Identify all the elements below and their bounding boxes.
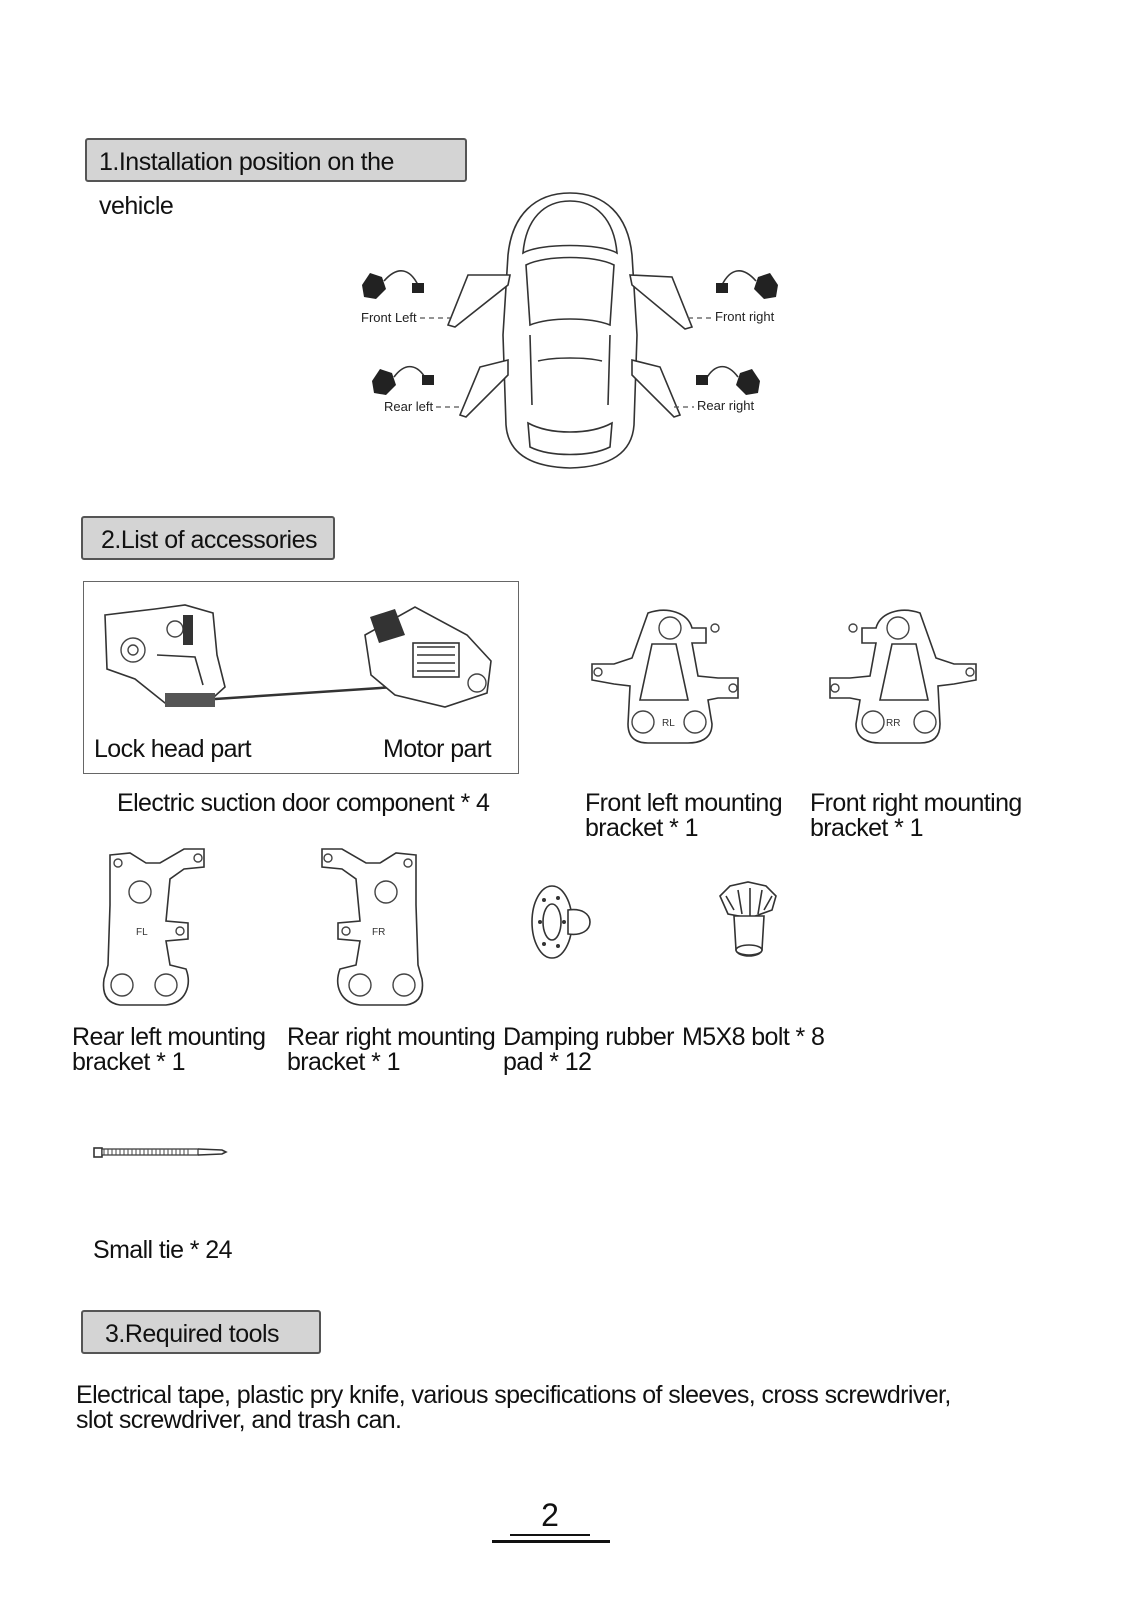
suction-door-component-illustration: [95, 595, 505, 715]
rear-right-bracket-caption-1: Rear right mounting: [287, 1023, 496, 1051]
damping-pad-caption-1: Damping rubber: [503, 1023, 674, 1051]
motor-part-label: Motor part: [383, 735, 491, 763]
front-left-lock-icon: [362, 271, 424, 299]
front-right-label: Front right: [715, 309, 775, 324]
section-1-heading: 1.Installation position on the vehicle: [85, 138, 467, 182]
front-right-bracket-caption-1: Front right mounting: [810, 789, 1022, 817]
page-number-underline-bottom: [492, 1540, 610, 1543]
rear-left-bracket-marking: FL: [136, 927, 148, 938]
front-right-bracket-caption-2: bracket * 1: [810, 814, 923, 842]
small-tie-caption: Small tie * 24: [93, 1236, 232, 1264]
page-number-underline-top: [510, 1534, 590, 1536]
required-tools-text-line1: Electrical tape, plastic pry knife, various specifications of sleeves, cross screwdriver,: [76, 1381, 951, 1409]
front-left-bracket-caption-1: Front left mounting: [585, 789, 783, 817]
small-tie-illustration: [92, 1144, 232, 1160]
vehicle-top-view-diagram: [340, 185, 800, 475]
rear-left-lock-icon: [372, 367, 434, 395]
required-tools-text-line2: slot screwdriver, and trash can.: [76, 1406, 402, 1434]
front-left-bracket-caption-2: bracket * 1: [585, 814, 698, 842]
rear-right-bracket-caption-2: bracket * 1: [287, 1048, 400, 1076]
section-2-heading: 2.List of accessories: [81, 516, 335, 560]
rear-right-bracket-marking: FR: [372, 927, 386, 938]
rear-left-mounting-bracket: [100, 845, 215, 1010]
front-right-mounting-bracket: [820, 608, 980, 748]
rear-right-mounting-bracket: [316, 845, 431, 1010]
damping-pad-caption-2: pad * 12: [503, 1048, 592, 1076]
rear-left-bracket-caption-1: Rear left mounting: [72, 1023, 266, 1051]
bolt-caption: M5X8 bolt * 8: [682, 1023, 825, 1051]
page-number: 2: [541, 1497, 559, 1533]
section-3-heading: 3.Required tools: [81, 1310, 321, 1354]
lock-head-label: Lock head part: [94, 735, 251, 763]
front-left-mounting-bracket: [588, 608, 748, 748]
rear-right-lock-icon: [696, 367, 760, 395]
front-right-lock-icon: [716, 271, 778, 299]
m5x8-bolt-illustration: [714, 880, 784, 960]
rear-right-label: Rear right: [697, 398, 755, 413]
rear-left-label: Rear left: [384, 399, 434, 414]
suction-door-component-caption: Electric suction door component * 4: [117, 789, 490, 817]
front-left-bracket-marking: RL: [662, 718, 675, 729]
front-right-bracket-marking: RR: [886, 718, 901, 729]
damping-rubber-pad-illustration: [528, 882, 598, 962]
rear-left-bracket-caption-2: bracket * 1: [72, 1048, 185, 1076]
front-left-label: Front Left: [361, 310, 417, 325]
